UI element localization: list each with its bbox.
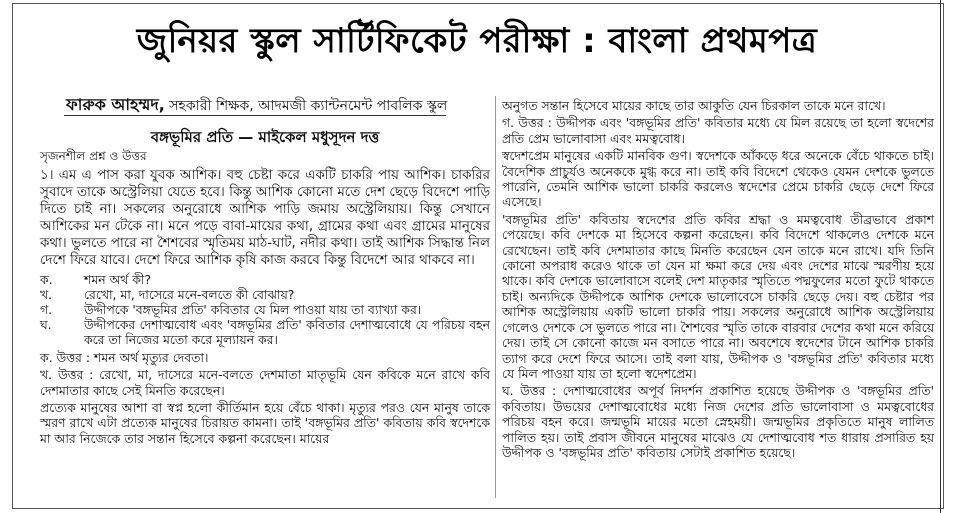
question-ka: [40, 272, 490, 287]
question-ga: [40, 302, 490, 317]
question-key: ক.: [40, 271, 53, 287]
answer-ga: গ. উত্তর : উদ্দীপক এবং 'বঙ্গভূমির প্রতি' কবিতার মধ্যে যে মিল রয়েছে তা হলো স্বদেশের প্রতি প্রেম ভালোবাসা এবং মমত্ববোধ।: [502, 115, 934, 146]
question-key: খ.: [40, 286, 53, 302]
left-column: [40, 130, 490, 448]
answer-kha-body: প্রত্যেক মানুষের আশা বা স্বপ্ন হলো কীর্তিমান হয়ে বেঁচে থাকা। মৃত্যুর পরও যেন মানুষ তাকে স্মরণ রাখে এটা প্রত্যেক মানুষের চিরায়ত কামনা। তাই 'বঙ্গভূমির প্রতি' কবিতায় কবি স্বদেশকে মা আর নিজেকে তার সন্তান হিসেবে কল্পনা করেছেন। মায়ের: [40, 400, 490, 446]
question-gha: [40, 317, 490, 347]
answer-ga-body-1: স্বদেশপ্রেম মানুষের একটি মানবিক গুণ। স্বদেশকে আঁকড়ে ধরে অনেকে বেঁচে থাকতে চাই। বৈদেশিক প্রাচুর্যও অনেককে মুগ্ধ করে না। তাই কবি বিদেশে থেকেও যেমন দেশকে ভুলতে পারেনি, তেমনি আশিক ভালো চাকরি করলেও স্বদেশের প্রেমে চাকরি ছেড়ে দেশে ফিরে এসেছে।: [502, 148, 934, 210]
section-subtitle: সৃজনশীল প্রশ্ন ও উত্তর: [40, 149, 147, 164]
question-kha: [40, 287, 490, 302]
answer-kha: খ. উত্তর : রেখো, মা, দাসেরে মনে-বলতে দেশমাতা মাতৃভূমি যেন কবিকে মনে রাখে কবি দেশমাতার কাছে সেই মিনতি করেছেন।: [40, 367, 490, 398]
question-key: গ.: [40, 301, 53, 317]
answer-ga-body-2: 'বঙ্গভূমির প্রতি' কবিতায় স্বদেশের প্রতি কবির শ্রদ্ধা ও মমত্ববোধ তীব্রভাবে প্রকাশ পেয়েছে। কবি দেশকে মা হিসেবে কল্পনা করেছেন। কবি বিদেশে থাকলেও দেশকে মনে রেখেছেন। তাই কবি দেশমাতার কাছে মিনতি করেছেন যেন তাকে মনে রাখে। যদি তিনি কোনো অপরাধ করেও থাকে তা যেন মা ক্ষমা করে দেয় এবং দেশের মাঝে স্মরণীয় হয়ে থাকে। কবি দেশকে ভালোবাসে বলেই দেশ মাতৃকার স্মৃতিতে পদ্মফুলের মতো ফুটে থাকতে চাই। অন্যদিকে উদ্দীপকে আশিক দেশকে ভালোবেসে চাকরি ছেড়ে দেয়। বহু চেষ্টার পর আশিক অস্ট্রেলিয়ায় একটি ভালো চাকরি পায়। সকলের অনুরোধে আশিক অস্ট্রেলিয়ায় গেলেও দেশকে সে ভুলতে পারে না। শৈশবের স্মৃতি তাকে বারবার দেশের কথা মনে করিয়ে দেয়। তাই সে কোনো কাজে মন বসাতে পারে না। অবশেষে স্বদেশের টানে আশিক চাকরি ত্যাগ করে দেশে ফিরে আসে। তাই বলা যায়, উদ্দীপক ও 'বঙ্গভূমির প্রতি' কবিতার মধ্যে যে মিল পাওয়া যায় তা হলো স্বদেশপ্রেম।: [502, 211, 934, 381]
byline-divider: [64, 115, 446, 116]
question-text: শমন অর্থ কী?: [84, 271, 152, 287]
question-key: ঘ.: [40, 316, 52, 332]
question-text: রেখো, মা, দাসেরে মনে-বলতে কী বোঝায়?: [84, 286, 295, 302]
page-edge-line: [940, 0, 941, 513]
question-stem: ১। এম এ পাস করা যুবক আশিক। বহু চেষ্টা করে একটি চাকরি পায় আশিক। চাকরির সুবাদে তাকে অস্ট্রেলিয়া যেতে হবে। কিন্তু আশিক কোনো মতে দেশ ছেড়ে বিদেশে পাড়ি দিতে চাই না। সকলের অনুরোধে আশিক পাড়ি জমায় অস্ট্রেলিয়ায়। কিন্তু সেখানে আশিকের মন টেকে না। মনে পড়ে বাবা-মায়ের কথা, গ্রামের কথা এবং গ্রামের মানুষের কথা। ভুলতে পারে না শৈশবের স্মৃতিময় মাঠ-ঘাট, নদীর কথা। তাই আশিক সিদ্ধান্ত নিল দেশে ফিরে যাবে। দেশে ফিরে আশিক কৃষি কাজ করবে কিন্তু বিদেশে আর থাকবে না।: [40, 167, 490, 268]
answer-gha: ঘ. উত্তর : দেশাত্মবোধের অপূর্ব নিদর্শন প্রকাশিত হয়েছে উদ্দীপক ও 'বঙ্গভূমির প্রতি' কবিতায়। উভয়ের দেশাত্মবোধের মধ্যে নিজ দেশের প্রতি ভালোবাসা ও মমত্ববোধের পরিচয় বহন করে। জন্মভূমি মায়ের মতো স্নেহময়ী। জন্মভূমির প্রকৃতিতে মানুষ লালিত পালিত হয়। তাই প্রবাস জীবনে মানুষের মাঝেও যে দেশাত্মবোধ শত ধারায় প্রসারিত হয় উদ্দীপক ও 'বঙ্গভূমির প্রতি' কবিতায় সেটাই প্রকাশিত হয়েছে।: [502, 383, 934, 460]
right-column: [502, 98, 934, 462]
answer-ka: ক. উত্তর : শমন অর্থ মৃত্যুর দেবতা।: [40, 349, 209, 365]
question-text: উদ্দীপকের দেশাত্মবোধ এবং 'বঙ্গভূমির প্রতি' কবিতার দেশাত্মবোধে যে পরিচয় বহন করে তা নিজের মতো করে মূল্যায়ন কর।: [84, 316, 490, 347]
answer-kha-continued: অনুগত সন্তান হিসেবে মায়ের কাছে তার আকুতি যেন চিরকাল তাকে মনে রাখে।: [502, 98, 886, 113]
question-text: উদ্দীপকে 'বঙ্গভূমির প্রতি' কবিতার যে মিল পাওয়া যায় তা ব্যাখ্যা কর।: [84, 301, 422, 317]
headline: জুনিয়র স্কুল সার্টিফিকেট পরীক্ষা : বাংলা প্রথমপত্র: [136, 21, 818, 61]
author-name: ফারুক আহম্মদ,: [66, 95, 165, 114]
column-divider: [495, 96, 496, 498]
author-designation: সহকারী শিক্ষক, আদমজী ক্যান্টনমেন্ট পাবলিক স্কুল: [164, 98, 448, 114]
section-title: বঙ্গভূমির প্রতি — মাইকেল মধুসূদন দত্ত: [150, 128, 380, 146]
